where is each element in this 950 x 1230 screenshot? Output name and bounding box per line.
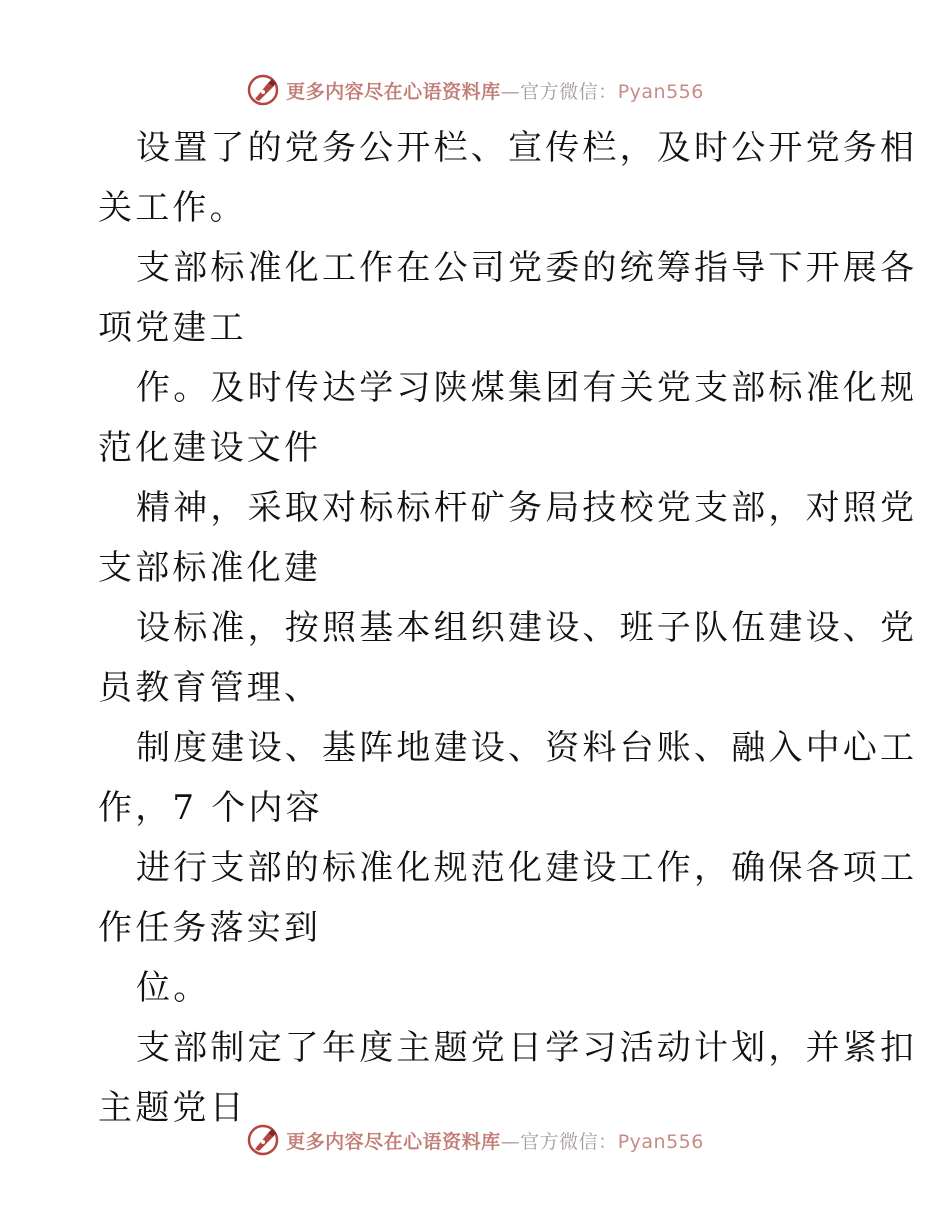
header-banner-text [286, 77, 704, 104]
header-banner-dash: — [500, 80, 521, 103]
text-line [98, 178, 868, 238]
text-line [98, 718, 918, 778]
text-line-content: 作。及时传达学习陕煤集团有关党支部标准化规 [136, 368, 918, 408]
text-line [98, 238, 918, 298]
text-line-content: 支部标准化建 [98, 548, 322, 588]
header-banner-wechat-id: Pyan556 [617, 80, 704, 103]
text-line-content: 支部制定了年度主题党日学习活动计划，并紧扣 [136, 1028, 918, 1068]
footer-banner-official: 官方微信： [520, 1130, 618, 1153]
footer-banner-main: 更多内容尽在心语资料库 [286, 1130, 501, 1153]
text-line-content: 员教育管理、 [98, 668, 322, 708]
text-line-content: 支部标准化工作在公司党委的统筹指导下开展各 [136, 248, 918, 288]
text-line [98, 658, 868, 718]
document-body [98, 118, 918, 1138]
text-line [98, 898, 868, 958]
footer-banner-text [286, 1127, 704, 1154]
text-line-content: 制度建设、基阵地建设、资料台账、融入中心工 [136, 728, 918, 768]
header-banner-official: 官方微信： [520, 80, 618, 103]
text-line [98, 418, 868, 478]
text-line-content: 范化建设文件 [98, 428, 322, 468]
text-line [98, 598, 918, 658]
text-line [98, 538, 868, 598]
text-line [98, 358, 918, 418]
text-line [98, 778, 868, 838]
text-line-content: 进行支部的标准化规范化建设工作，确保各项工 [136, 848, 918, 888]
text-line-content: 设标准，按照基本组织建设、班子队伍建设、党 [136, 608, 918, 648]
footer-banner [0, 1120, 950, 1160]
text-line-content: 主题党日 [98, 1088, 247, 1128]
text-line-content: 位。 [136, 968, 211, 1008]
text-line [98, 1018, 918, 1078]
text-line-content: 作，7 个内容 [98, 788, 323, 828]
header-banner-main: 更多内容尽在心语资料库 [286, 80, 501, 103]
text-line-content: 精神，采取对标标杆矿务局技校党支部，对照党 [136, 488, 918, 528]
footer-banner-dash: — [500, 1130, 521, 1153]
text-line-content: 设置了的党务公开栏、宣传栏，及时公开党务相 [136, 128, 918, 168]
text-line-content: 关工作。 [98, 188, 247, 228]
text-line [98, 838, 918, 898]
text-line-content: 项党建工 [98, 308, 247, 348]
text-line [98, 958, 868, 1018]
footer-banner-wechat-id: Pyan556 [617, 1130, 704, 1153]
text-line [98, 478, 918, 538]
header-banner [0, 70, 950, 110]
pen-nib-seal-icon [246, 73, 280, 107]
pen-nib-seal-icon [246, 1123, 280, 1157]
text-line [98, 118, 918, 178]
text-line [98, 298, 868, 358]
text-line-content: 作任务落实到 [98, 908, 322, 948]
